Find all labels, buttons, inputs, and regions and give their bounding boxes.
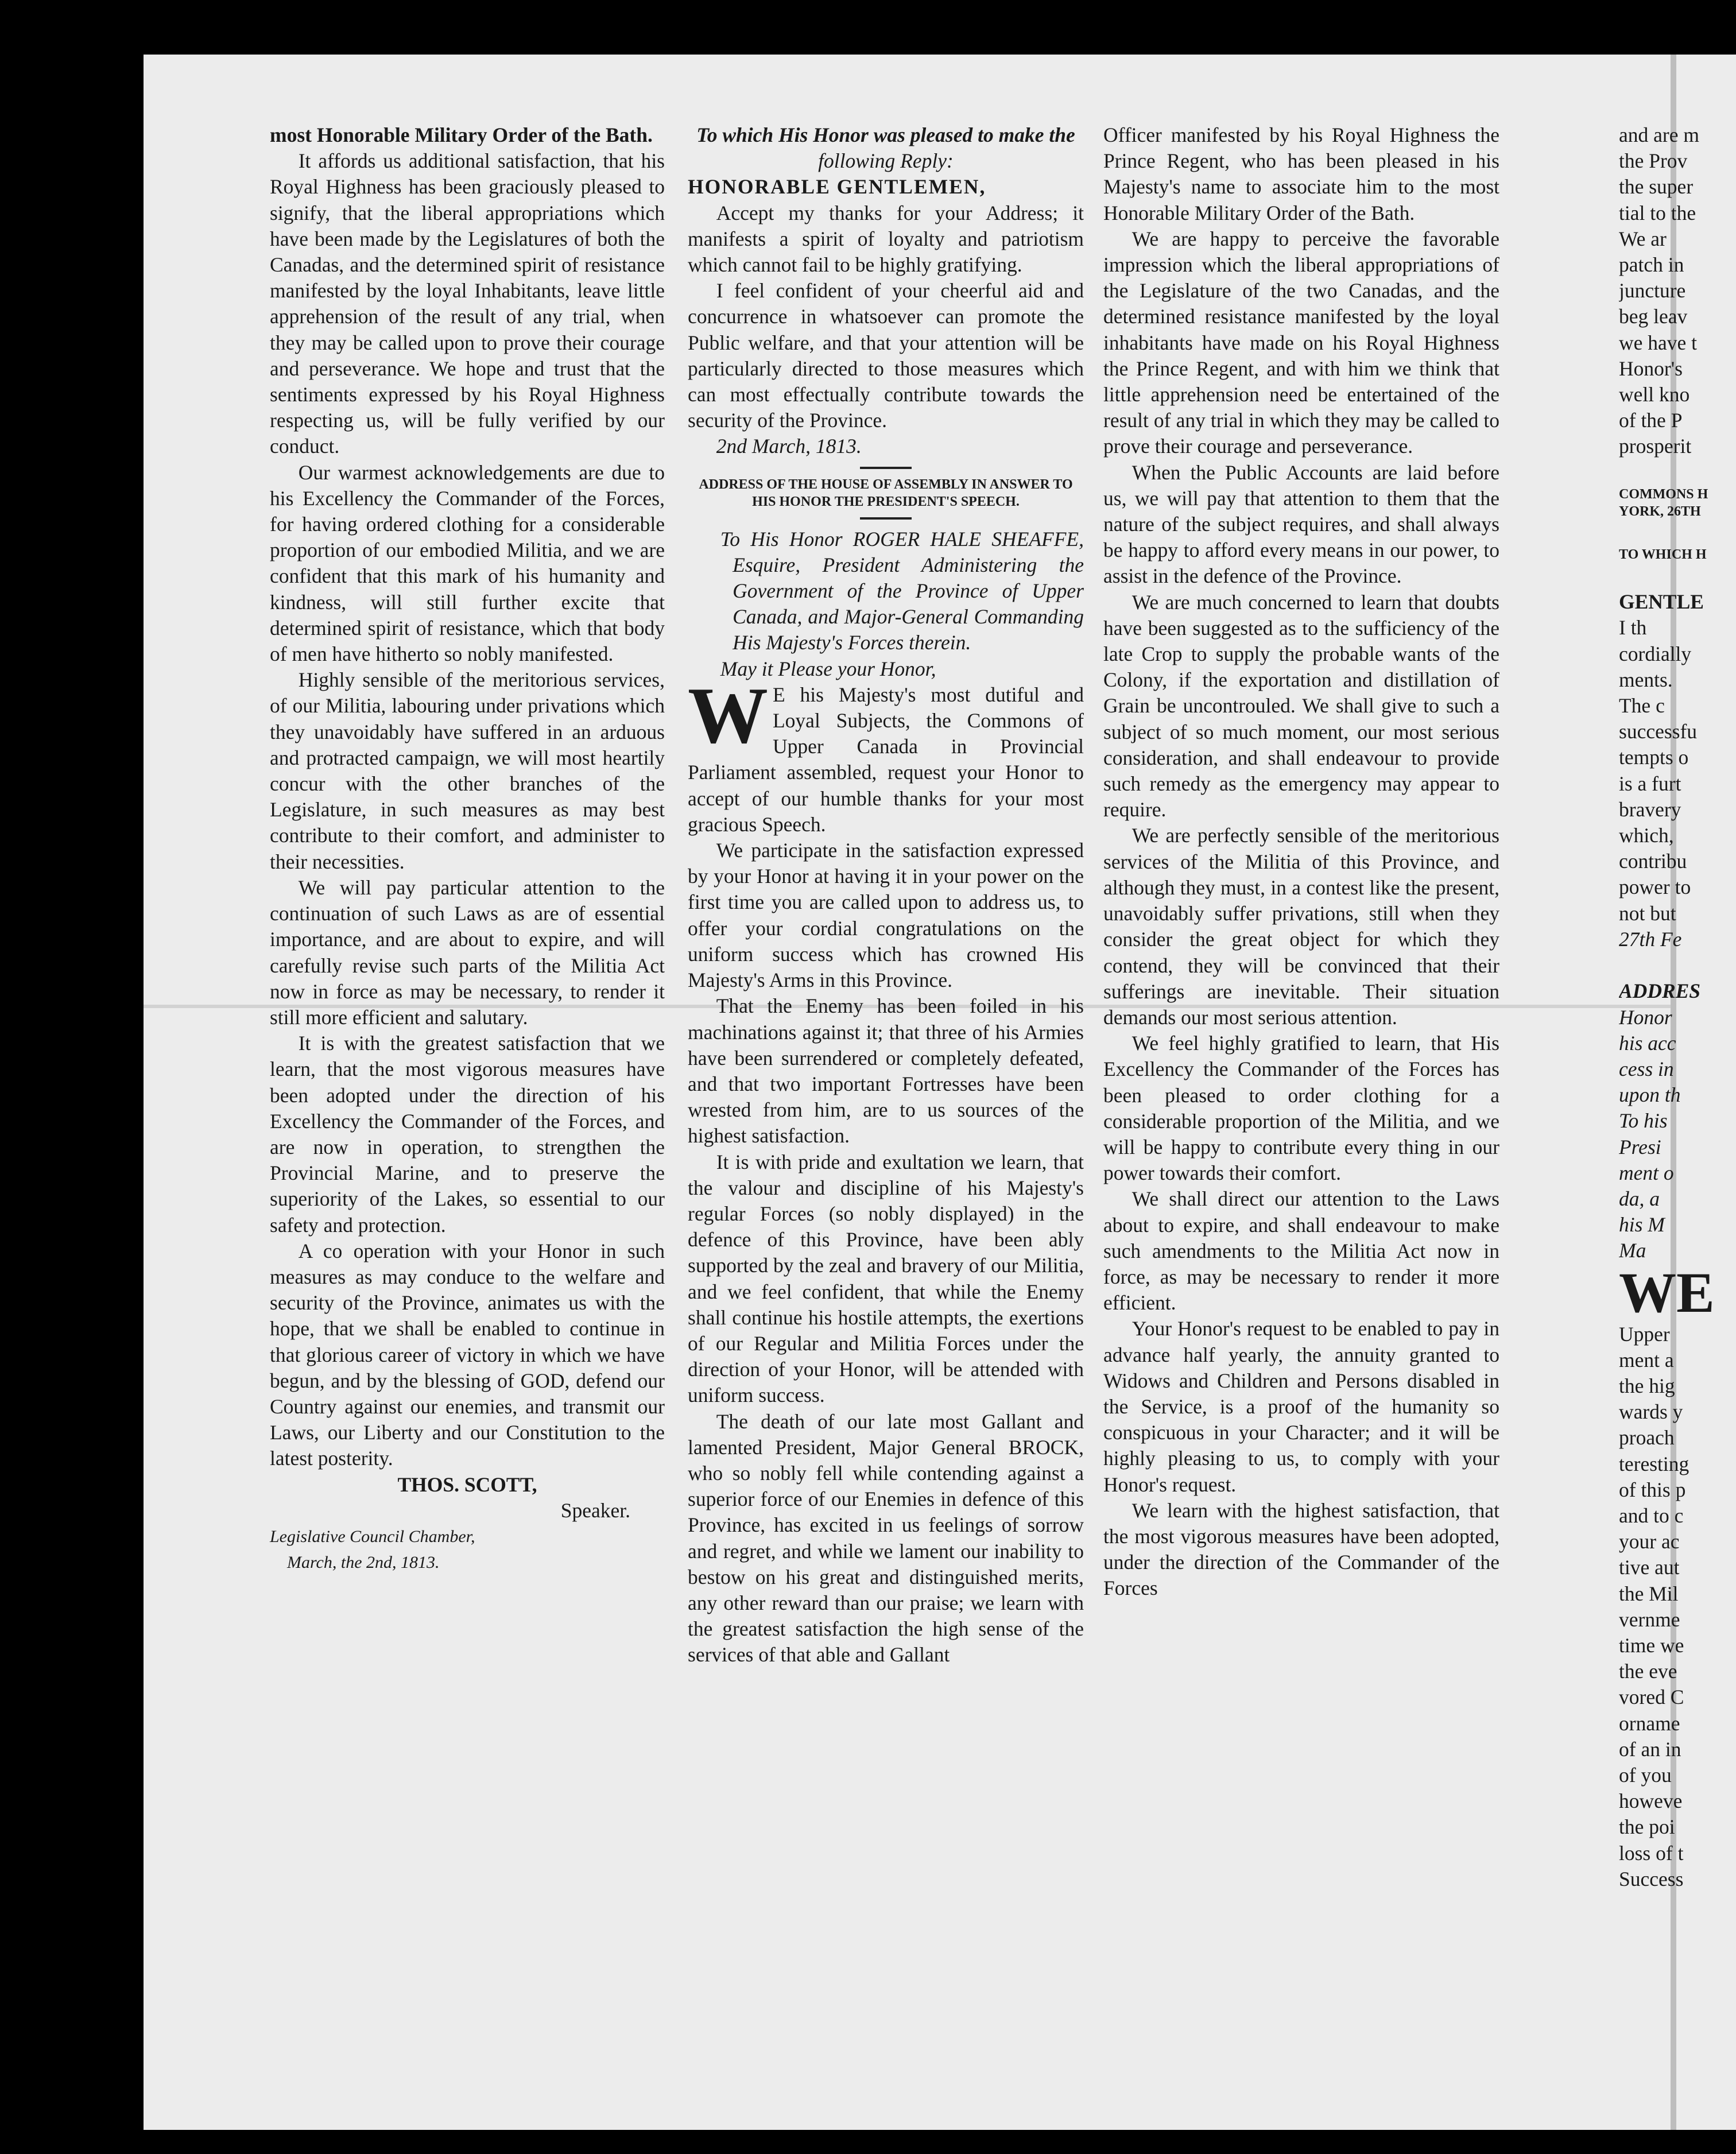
address-recipient <box>688 526 1084 682</box>
col1-para: Highly sensible of the meritorious services, of our Militia, labouring under privations which they unavoidably have suffered in an arduous and protracted campaign, we will most heartily concur with the other branches of the Legislature, in such measures as may best contribute to their comfort, and administer to their necessities. <box>270 668 665 873</box>
col4-line: orname <box>1619 1711 1680 1735</box>
signer-name: THOS. SCOTT, <box>397 1473 537 1496</box>
address-title: ADDRESS OF THE HOUSE OF ASSEMBLY IN ANSWER TO HIS HONOR THE PRESIDENT'S SPEECH. <box>699 476 1073 509</box>
col4-line: which, <box>1619 824 1674 847</box>
col4-line <box>1619 520 1736 546</box>
col4-line: his M <box>1619 1213 1665 1237</box>
reply-header-2: following Reply: <box>818 149 954 173</box>
reply-para: I feel confident of your cheerful aid and concurrence in whatsoever can promote the Public welfare, and that your attention will be particularly directed to those measures which can most effectually contribute towards the security of the Province. <box>688 279 1084 432</box>
col4-line: successfu <box>1619 720 1698 743</box>
col4-line: To his <box>1619 1109 1668 1133</box>
col3-para: We are happy to perceive the favorable impression which the liberal appropriations of the Legislature of the two Canadas, and the determined resistance manifested by the loyal inhabitants have made on his Royal Highness the Prince Regent, and with him we think that little apprehension need be entertained of the result of any trial in which they may be called to prove their courage and perseverance. <box>1103 227 1499 458</box>
signer-title: Speaker. <box>560 1498 630 1522</box>
col4-line: of an in <box>1619 1737 1681 1761</box>
first-paragraph-text: E his Majesty's most dutiful and Loyal Subjects, the Commons of Upper Canada in Provincial Parliament assembled, request your Honor to accept of our humble thanks for your most gracious Speech. <box>688 683 1084 836</box>
col4-line: wards y <box>1619 1400 1683 1424</box>
col4-line: Honor's <box>1619 357 1683 380</box>
dateline-line-1: Legislative Council Chamber, <box>270 1527 475 1546</box>
col4-line: howeve <box>1619 1789 1683 1813</box>
divider-rule <box>860 467 912 469</box>
col4-line: loss of t <box>1619 1841 1684 1865</box>
col1-para: Our warmest acknowledgements are due to his Excellency the Commander of the Forces, for having ordered clothing for a considerable proportion of our embodied Militia, and we are confident that this mark of his humanity and kindness, will still further excite that determined spirit of resistance, which that body of men have hitherto so nobly manifested. <box>270 460 665 666</box>
col3-para: Officer manifested by his Royal Highness the Prince Regent, who has been pleased in his Majesty's name to associate him to the most Honorable Military Order of the Bath. <box>1103 123 1499 224</box>
col4-line: of this p <box>1619 1478 1686 1501</box>
col4-line: Ma <box>1619 1239 1646 1262</box>
col4-line: da, a <box>1619 1187 1660 1210</box>
col4-line: contribu <box>1619 850 1687 873</box>
col4-line: and to c <box>1619 1504 1684 1527</box>
address-recipient-line: To His Honor ROGER HALE SHEAFFE, Esquire, President Administering the Government of the Province of Upper Canada, and Major-General Commanding His Majesty's Forces therein. <box>720 527 1084 654</box>
col4-line: We ar <box>1619 227 1667 250</box>
col4-line <box>1619 563 1736 589</box>
reply-header: To which His Honor was pleased to make the <box>696 123 1075 146</box>
col4-line: his acc <box>1619 1031 1676 1055</box>
col4-line: ment a <box>1619 1348 1674 1372</box>
column-2 <box>688 122 1084 1668</box>
col4-line: ment o <box>1619 1161 1674 1184</box>
col4-line: I th <box>1619 616 1647 640</box>
newspaper-page <box>144 55 1736 2130</box>
salutation: HONORABLE GENTLEMEN, <box>688 175 986 199</box>
reply-date: 2nd March, 1813. <box>716 435 862 458</box>
col4-line: of you <box>1619 1763 1672 1787</box>
divider-rule <box>860 517 912 520</box>
col4-line: teresting <box>1619 1452 1690 1475</box>
col4-line: prosperit <box>1619 435 1692 458</box>
col1-para: most Honorable Military Order of the Bath. <box>270 123 653 146</box>
col4-line: Upper <box>1619 1322 1670 1346</box>
col4-line: beg leav <box>1619 305 1688 328</box>
col4-line: TO WHICH H <box>1619 547 1707 563</box>
col1-para: We will pay particular attention to the continuation of such Laws as are of essential importance, and are about to expire, and will carefully revise such parts of the Militia Act now in force as may be necessary, to render it still more efficient and salutary. <box>270 875 665 1029</box>
col4-line: patch in <box>1619 253 1684 277</box>
col4-line: Presi <box>1619 1135 1661 1159</box>
address-salutation: May it Please your Honor, <box>720 657 936 680</box>
col4-line: the poi <box>1619 1815 1675 1839</box>
col4-line: 27th Fe <box>1619 927 1682 951</box>
col4-line: ments. <box>1619 668 1673 691</box>
drop-cap: W <box>688 671 768 760</box>
col4-line: vored C <box>1619 1686 1684 1709</box>
address-para: The death of our late most Gallant and lamented President, Major General BROCK, who so nobly fell while contending against a superior force of our Enemies in defence of this Province, has excited in us feelings of sorrow and regret, and while we lament our inability to bestow on his great and distinguished merits, any other reward than our praise; we learn with the greatest satisfaction the high sense of the services of that able and Gallant <box>688 1409 1084 1667</box>
dateline-line-2: March, the 2nd, 1813. <box>287 1553 440 1572</box>
col4-dropcap: WE <box>1619 1260 1715 1324</box>
col4-line: The c <box>1619 694 1665 718</box>
col3-para: We are perfectly sensible of the meritorious services of the Militia of this Province, and although they must, in a contest like the present, unavoidably suffer privations, still when they consider the great object for which they contend, they will be convinced that their sufferings are inevitable. Their situation demands our most serious attention. <box>1103 824 1499 1029</box>
col4-line <box>1619 952 1736 978</box>
col4-line: is a furt <box>1619 772 1681 795</box>
reply-para: Accept my thanks for your Address; it manifests a spirit of loyalty and patriotism which cannot fail to be highly gratifying. <box>688 201 1084 277</box>
col4-line: tempts o <box>1619 746 1689 769</box>
col4-line: upon th <box>1619 1083 1681 1107</box>
col4-line <box>1619 460 1736 486</box>
col4-line: the super <box>1619 175 1694 199</box>
col4-line: ADDRES <box>1619 979 1701 1003</box>
address-para: We participate in the satisfaction expressed by your Honor at having it in your power on the first time you are called upon to address us, to offer your cordial congratulations on the uniform success which has crowned His Majesty's Arms in this Province. <box>688 839 1084 992</box>
col4-line: COMMONS H <box>1619 486 1708 502</box>
column-4-partial <box>1619 122 1736 1892</box>
col4-line: not but <box>1619 901 1676 925</box>
col4-line: cess in <box>1619 1057 1674 1080</box>
col3-para: We are much concerned to learn that doubts have been suggested as to the sufficiency of the late Crop to supply the probable wants of the Colony, if the exportation and distillation of Grain be uncontrouled. We shall give to such a subject of so much moment, our most serious consideration, and shall endeavour to provide such remedy as the emergency may appear to require. <box>1103 590 1499 822</box>
col4-line: GENTLE <box>1619 590 1704 614</box>
col4-line: bravery <box>1619 797 1681 821</box>
col3-para: When the Public Accounts are laid before us, we will pay that attention to them that the nature of the subject requires, and shall always be happy to afford every means in our power, to assist in the defence of the Province. <box>1103 460 1499 588</box>
col4-line: proach <box>1619 1426 1675 1450</box>
col4-line: YORK, 26TH <box>1619 503 1701 519</box>
col4-line: vernme <box>1619 1607 1680 1631</box>
col1-para: It affords us additional satisfaction, that his Royal Highness has been graciously pleased to signify, that the liberal appropriations which have been made by the Legislatures of both the Canadas, and the determined spirit of resistance manifested by the loyal Inhabitants, leave little apprehension of the result of any trial, when they may be called upon to prove their courage and perseverance. We hope and trust that the sentiments expressed by his Royal Highness respecting us, will be fully verified by our conduct. <box>270 149 665 458</box>
col4-line: Honor <box>1619 1005 1672 1029</box>
col4-line: and are m <box>1619 123 1699 146</box>
col4-line: juncture <box>1619 279 1686 303</box>
column-3 <box>1103 122 1499 1602</box>
col4-line: the eve <box>1619 1660 1677 1683</box>
col3-para: We shall direct our attention to the Laws about to expire, and shall endeavour to make such amendments to the Militia Act now in force, as may be necessary to render it more efficient. <box>1103 1187 1499 1315</box>
col4-line: the Prov <box>1619 149 1688 173</box>
col4-line: the hig <box>1619 1374 1675 1397</box>
column-1 <box>270 122 665 1575</box>
col1-para: It is with the greatest satisfaction that we learn, that the most vigorous measures have been adopted under the direction of his Excellency the Commander of the Forces, and are now in operation, to strengthen the Provincial Marine, and to preserve the superiority of the Lakes, so essential to our safety and protection. <box>270 1032 665 1237</box>
col4-line: Success <box>1619 1867 1684 1890</box>
col1-para: A co operation with your Honor in such measures as may conduce to the welfare and security of the Province, animates us with the hope, that we shall be enabled to continue in that glorious career of victory in which we have begun, and by the blessing of GOD, defend our Country against our enemies, and transmit our Laws, our Liberty and our Constitution to the latest posterity. <box>270 1239 665 1470</box>
col4-line: tial to the <box>1619 201 1696 224</box>
col4-line: the Mil <box>1619 1582 1679 1605</box>
col3-para: We feel highly gratified to learn, that His Excellency the Commander of the Forces has been pleased to order clothing for a considerable proportion of the Militia, and we will be happy to contribute every thing in our power towards their comfort. <box>1103 1032 1499 1185</box>
first-paragraph <box>688 671 1084 838</box>
col4-line: power to <box>1619 875 1691 899</box>
col4-line: of the P <box>1619 409 1683 432</box>
col4-line: time we <box>1619 1633 1684 1657</box>
col3-para: Your Honor's request to be enabled to pay in advance half yearly, the annuity granted to Widows and Children and Persons disabled in the Service, is a proof of the humanity so conspicuous in your Character; and it will be highly pleasing to us, to comply with your Honor's request. <box>1103 1317 1499 1496</box>
address-para: That the Enemy has been foiled in his machinations against it; that three of his Armies have been surrendered or completely defeated, and that two important Fortresses have been wrested from him, are to us sources of the highest satisfaction. <box>688 994 1084 1148</box>
col4-line: well kno <box>1619 383 1690 406</box>
address-para: It is with pride and exultation we learn, that the valour and discipline of his Majesty's regular Forces (so nobly displayed) in the defence of this Province, have been ably supported by the zeal and bravery of our Militia, and we feel confident, that while the Enemy shall continue his hostile attempts, the exertions of our Regular and Militia Forces under the direction of your Honor, will be attended with uniform success. <box>688 1150 1084 1407</box>
col4-line: cordially <box>1619 642 1692 665</box>
col3-para: We learn with the highest satisfaction, that the most vigorous measures have been adopted, under the direction of the Commander of the Forces <box>1103 1498 1499 1600</box>
col4-line: tive aut <box>1619 1556 1680 1579</box>
col4-line: we have t <box>1619 331 1698 354</box>
col4-line: your ac <box>1619 1530 1680 1553</box>
